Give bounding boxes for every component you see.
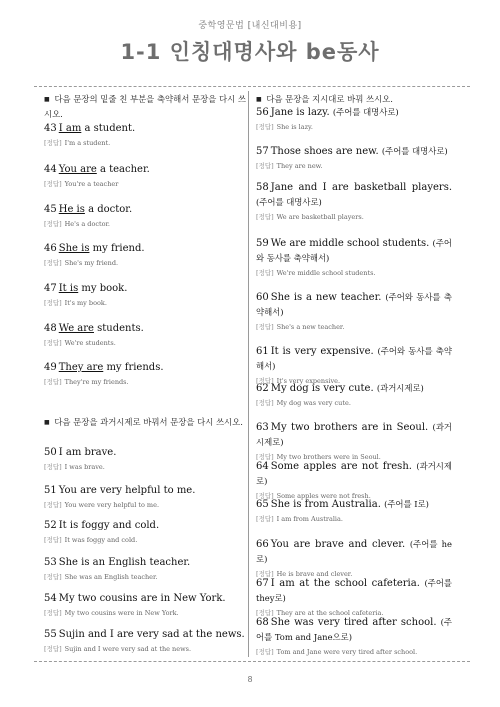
answer: [정답] They're my friends.: [44, 378, 129, 386]
exercise-item: [256, 181, 452, 222]
answer-tag: [정답]: [44, 463, 62, 471]
answer: [정답] You were very helpful to me.: [44, 501, 160, 509]
instruction-note: (주어와 동사를 축약해서): [256, 292, 452, 317]
answer: [정답] He is brave and clever.: [256, 570, 353, 578]
answer: [정답] Some apples were not fresh.: [256, 492, 371, 500]
question: 57 Those shoes are new. (주어를 대명사로): [256, 146, 448, 157]
question: 50 I am brave.: [44, 447, 117, 458]
exercise-item: [256, 420, 452, 462]
exercise-item: [44, 203, 246, 229]
answer-tag: [정답]: [44, 645, 62, 653]
exercise-item: [44, 519, 246, 545]
answer-tag: [정답]: [44, 339, 62, 347]
underlined-phrase: She is: [58, 243, 90, 254]
answer-tag: [정답]: [44, 299, 62, 307]
question: 55 Sujin and I are very sad at the news.: [44, 629, 245, 640]
exercise-item: [44, 446, 246, 472]
answer-tag: [정답]: [44, 573, 62, 581]
question: 56 Jane is lazy. (주어를 대명사로): [256, 107, 399, 118]
exercise-item: [44, 163, 246, 189]
answer-tag: [정답]: [44, 180, 62, 188]
instruction-note: (주어와 동사를 축약해서): [256, 238, 452, 263]
exercise-item: [44, 282, 246, 308]
bullet-square-icon: ■: [256, 96, 262, 103]
answer-tag: [정답]: [256, 323, 274, 331]
answer-tag: [정답]: [256, 648, 274, 656]
question: 53 She is an English teacher.: [44, 557, 191, 568]
question: 51 You are very helpful to me.: [44, 485, 196, 496]
answer: [정답] He's a doctor.: [44, 220, 110, 228]
question: 67 I am at the school cafeteria. (주어를 they로): [256, 578, 453, 603]
answer: [정답] We are basketball players.: [256, 213, 364, 221]
book-subtitle: 중학영문법 [내신대비용]: [198, 21, 302, 31]
question: 47 It is my book.: [44, 283, 128, 294]
answer-tag: [정답]: [44, 259, 62, 267]
underlined-phrase: He is: [58, 204, 85, 215]
answer-tag: [정답]: [256, 399, 274, 407]
question: 54 My two cousins are in New York.: [44, 593, 226, 604]
answer: [정답] It's very expensive.: [256, 377, 341, 385]
question: 62 My dog is very cute. (과거시제로): [256, 383, 424, 394]
answer-tag: [정답]: [256, 609, 274, 617]
top-divider: [34, 86, 470, 87]
bullet-square-icon: ■: [44, 96, 50, 103]
instruction-note: (주어를 대명사로): [332, 107, 399, 117]
question: 52 It is foggy and cold.: [44, 520, 160, 531]
answer: [정답] She's a new teacher.: [256, 323, 345, 331]
answer-tag: [정답]: [256, 570, 274, 578]
right-column: [256, 92, 453, 656]
underlined-phrase: You are: [58, 164, 97, 175]
instruction-note: (주어를 they로): [256, 578, 453, 603]
answer: [정답] It's my book.: [44, 299, 107, 307]
answer-tag: [정답]: [256, 162, 274, 170]
question: 49 They are my friends.: [44, 362, 164, 373]
instruction-past-tense: ■ 다음 문장을 과거시제로 바꿔서 문장을 다시 쓰시오.: [44, 417, 243, 427]
exercise-item: [256, 537, 452, 579]
exercise-item: [44, 484, 246, 510]
question: 46 She is my friend.: [44, 243, 145, 254]
instruction-note: (주어를 대명사로): [381, 146, 448, 156]
answer-tag: [정답]: [44, 536, 62, 544]
answer: [정답] My two brothers were in Seoul.: [256, 453, 381, 461]
answer-tag: [정답]: [256, 515, 274, 523]
exercise-item: [44, 628, 246, 654]
page-title: 1-1 인칭대명사와 be동사: [120, 40, 380, 64]
answer-tag: [정답]: [44, 139, 62, 147]
exercise-item: [44, 122, 246, 148]
exercise-item: [256, 344, 452, 386]
exercise-item: [256, 144, 452, 171]
exercise-item: [256, 497, 452, 524]
answer: [정답] Tom and Jane were very tired after school.: [256, 648, 418, 656]
answer: [정답] They are at the school cafeteria.: [256, 609, 384, 617]
answer: [정답] She was an English teacher.: [44, 573, 158, 581]
underlined-phrase: I am: [58, 123, 82, 134]
answer-tag: [정답]: [44, 609, 62, 617]
instruction-note: (과거시제로): [256, 422, 452, 447]
underlined-phrase: They are: [58, 362, 104, 373]
answer: [정답] I'm a student.: [44, 139, 111, 147]
question: 43 I am a student.: [44, 123, 136, 134]
answer-tag: [정답]: [44, 220, 62, 228]
answer-tag: [정답]: [256, 213, 274, 221]
exercise-item: [256, 615, 452, 657]
question: 44 You are a teacher.: [44, 164, 150, 175]
bottom-divider: [34, 661, 470, 662]
answer: [정답] She's my friend.: [44, 259, 119, 267]
page-number: 8: [247, 675, 253, 684]
answer: [정답] We're students.: [44, 339, 116, 347]
exercise-item: [44, 556, 246, 582]
instruction-note: (과거시제로): [256, 461, 452, 486]
instruction-note: (주어와 동사를 축약해서): [256, 346, 452, 371]
exercise-item: [44, 242, 246, 268]
exercise-item: [44, 322, 246, 348]
answer-tag: [정답]: [256, 269, 274, 277]
question: 45 He is a doctor.: [44, 204, 133, 215]
question: 61 It is very expensive. (주어와 동사를 축약해서): [256, 346, 452, 371]
answer-tag: [정답]: [256, 377, 274, 385]
exercise-item: [256, 290, 452, 332]
answer-tag: [정답]: [44, 378, 62, 386]
instruction-note: (주어를 대명사로): [256, 197, 322, 207]
answer-tag: [정답]: [256, 492, 274, 500]
instruction-note: (과거시제로): [376, 383, 424, 393]
left-column: [44, 92, 246, 653]
answer: [정답] I was brave.: [44, 463, 105, 471]
underlined-phrase: We are: [58, 323, 94, 334]
question: 65 She is from Australia. (주어를 I로): [256, 499, 429, 510]
instruction-note: (주어를 I로): [384, 499, 429, 509]
bullet-square-icon: ■: [44, 419, 50, 426]
answer: [정답] I am from Australia.: [256, 515, 343, 523]
answer-tag: [정답]: [256, 453, 274, 461]
answer: [정답] Sujin and I were very sad at the news.: [44, 645, 192, 653]
answer-tag: [정답]: [44, 501, 62, 509]
question: 60 She is a new teacher. (주어와 동사를 축약해서): [256, 292, 452, 317]
question: 58 Jane and I are basketball players. (주어를 대명사로): [256, 182, 452, 207]
question: 64 Some apples are not fresh. (과거시제로): [256, 461, 452, 486]
answer: [정답] They are new.: [256, 162, 323, 170]
column-divider: [248, 91, 249, 657]
question: 48 We are students.: [44, 323, 144, 334]
answer-tag: [정답]: [256, 123, 274, 131]
question: 66 You are brave and clever. (주어를 he로): [256, 539, 452, 564]
question: 59 We are middle school students. (주어와 동사를 축약해서): [256, 238, 452, 263]
instruction-contraction: ■ 다음 문장의 밑줄 친 부분을 축약해서 문장을 다시 쓰시오.: [44, 94, 246, 119]
exercise-item: [256, 236, 452, 278]
answer: [정답] You're a teacher: [44, 180, 119, 188]
exercise-item: [256, 381, 452, 408]
instruction-note: (주어를 he로): [256, 539, 452, 564]
answer: [정답] We're middle school students.: [256, 269, 376, 277]
exercise-item: [256, 459, 452, 501]
exercise-item: [256, 576, 452, 618]
instruction-note: (주어를 Tom and Jane으로): [256, 617, 452, 642]
answer: [정답] My dog was very cute.: [256, 399, 351, 407]
exercise-item: [256, 105, 452, 132]
answer: [정답] It was foggy and cold.: [44, 536, 138, 544]
instruction-transform: ■ 다음 문장을 지시대로 바꿔 쓰시오.: [256, 94, 393, 104]
question: 68 She was very tired after school. (주어를 Tom and Jane으로): [256, 617, 452, 642]
answer: [정답] She is lazy.: [256, 123, 313, 131]
exercise-item: [44, 592, 246, 618]
question: 63 My two brothers are in Seoul. (과거시제로): [256, 422, 452, 447]
answer: [정답] My two cousins were in New York.: [44, 609, 179, 617]
underlined-phrase: It is: [58, 283, 79, 294]
exercise-item: [44, 361, 246, 387]
